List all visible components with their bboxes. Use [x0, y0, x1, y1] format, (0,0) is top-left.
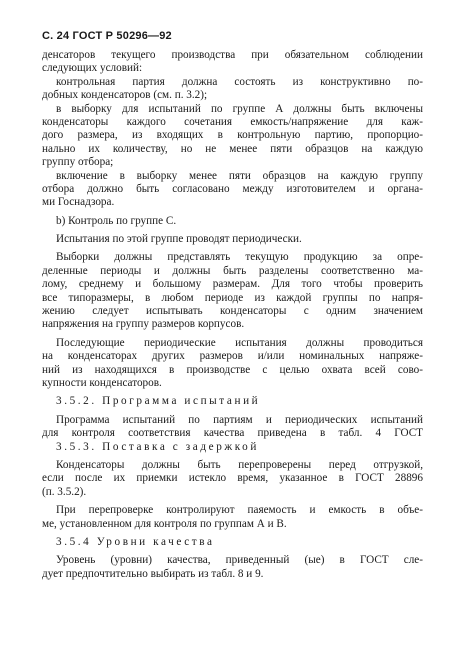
text-line: нально их количеству, но не менее пяти образцов на каждую: [42, 142, 423, 155]
text-line: Программа испытаний по партиям и периодических испытаний: [56, 413, 423, 426]
text-line: отбора должно быть согласовано между изготовителем и органа-: [42, 182, 423, 195]
text-line: При перепроверке контролируют паяемость и емкость в объе-: [56, 504, 423, 517]
text-line: Испытания по этой группе проводят периодически.: [56, 233, 302, 246]
text-line: конденсаторы каждого сочетания емкость/напряжение для каж-: [42, 115, 423, 128]
text-line: 3.5.4 Уровни качества: [56, 535, 215, 548]
text-line: ми Госнадзора.: [42, 196, 115, 209]
text-line: в выборку для испытаний по группе А должны быть включены: [56, 102, 423, 115]
text-line: лому, среднему и большому размерам. Для того чтобы проверить: [42, 278, 423, 291]
text-line: на конденсаторах других размеров и/или номинальных напряже-: [42, 350, 423, 363]
text-line: жению следует испытывать конденсаторы с одним значением: [42, 305, 423, 318]
text-line: группу отбора;: [42, 156, 114, 169]
text-line: добных конденсаторов (см. п. 3.2);: [42, 89, 208, 102]
text-line: контрольная партия должна состоять из конструктивно по-: [56, 75, 423, 88]
page-header: С. 24 ГОСТ Р 50296—92: [42, 30, 172, 42]
text-line: ний из находящихся в производстве с целью охвата всей сово-: [42, 363, 423, 376]
text-line: если после их приемки истекло время, указанное в ГОСТ 28896: [42, 472, 423, 485]
text-line: b) Контроль по группе С.: [56, 214, 177, 227]
text-line: дого размера, из входящих в контрольную партию, пропорцио-: [42, 129, 423, 142]
text-line: Уровень (уровни) качества, приведенный (ые) в ГОСТ сле-: [56, 554, 423, 567]
text-line: для контроля соответствия качества приведена в табл. 4 ГОСТ: [42, 427, 423, 440]
text-line: все типоразмеры, в любом периоде из каждой группы по напря-: [42, 291, 423, 304]
document-body: [42, 49, 423, 581]
text-line: (п. 3.5.2).: [42, 485, 87, 498]
text-line: ме, установленном для контроля по группам А и В.: [42, 517, 287, 530]
text-line: Последующие периодические испытания должны проводиться: [56, 336, 423, 349]
text-line: Выборки должны представлять текущую продукцию за опре-: [56, 251, 423, 264]
text-line: купности конденсаторов.: [42, 376, 162, 389]
text-line: денсаторов текущего производства при обязательном соблюдении: [42, 49, 423, 61]
text-line: следующих условий:: [42, 62, 143, 75]
text-line: включение в выборку менее пяти образцов на каждую группу: [56, 169, 423, 182]
text-line: 3.5.3. Поставка с задержкой: [56, 440, 259, 453]
text-line: 3.5.2. Программа испытаний: [56, 395, 261, 408]
text-line: деленные периоды и должны быть разделены соответственно ма-: [42, 264, 423, 277]
text-line: напряжения на группу размеров корпусов.: [42, 318, 245, 331]
text-line: дует предпочтительно выбирать из табл. 8 и 9.: [42, 567, 264, 580]
text-line: Конденсаторы должны быть перепроверены перед отгрузкой,: [56, 458, 423, 471]
